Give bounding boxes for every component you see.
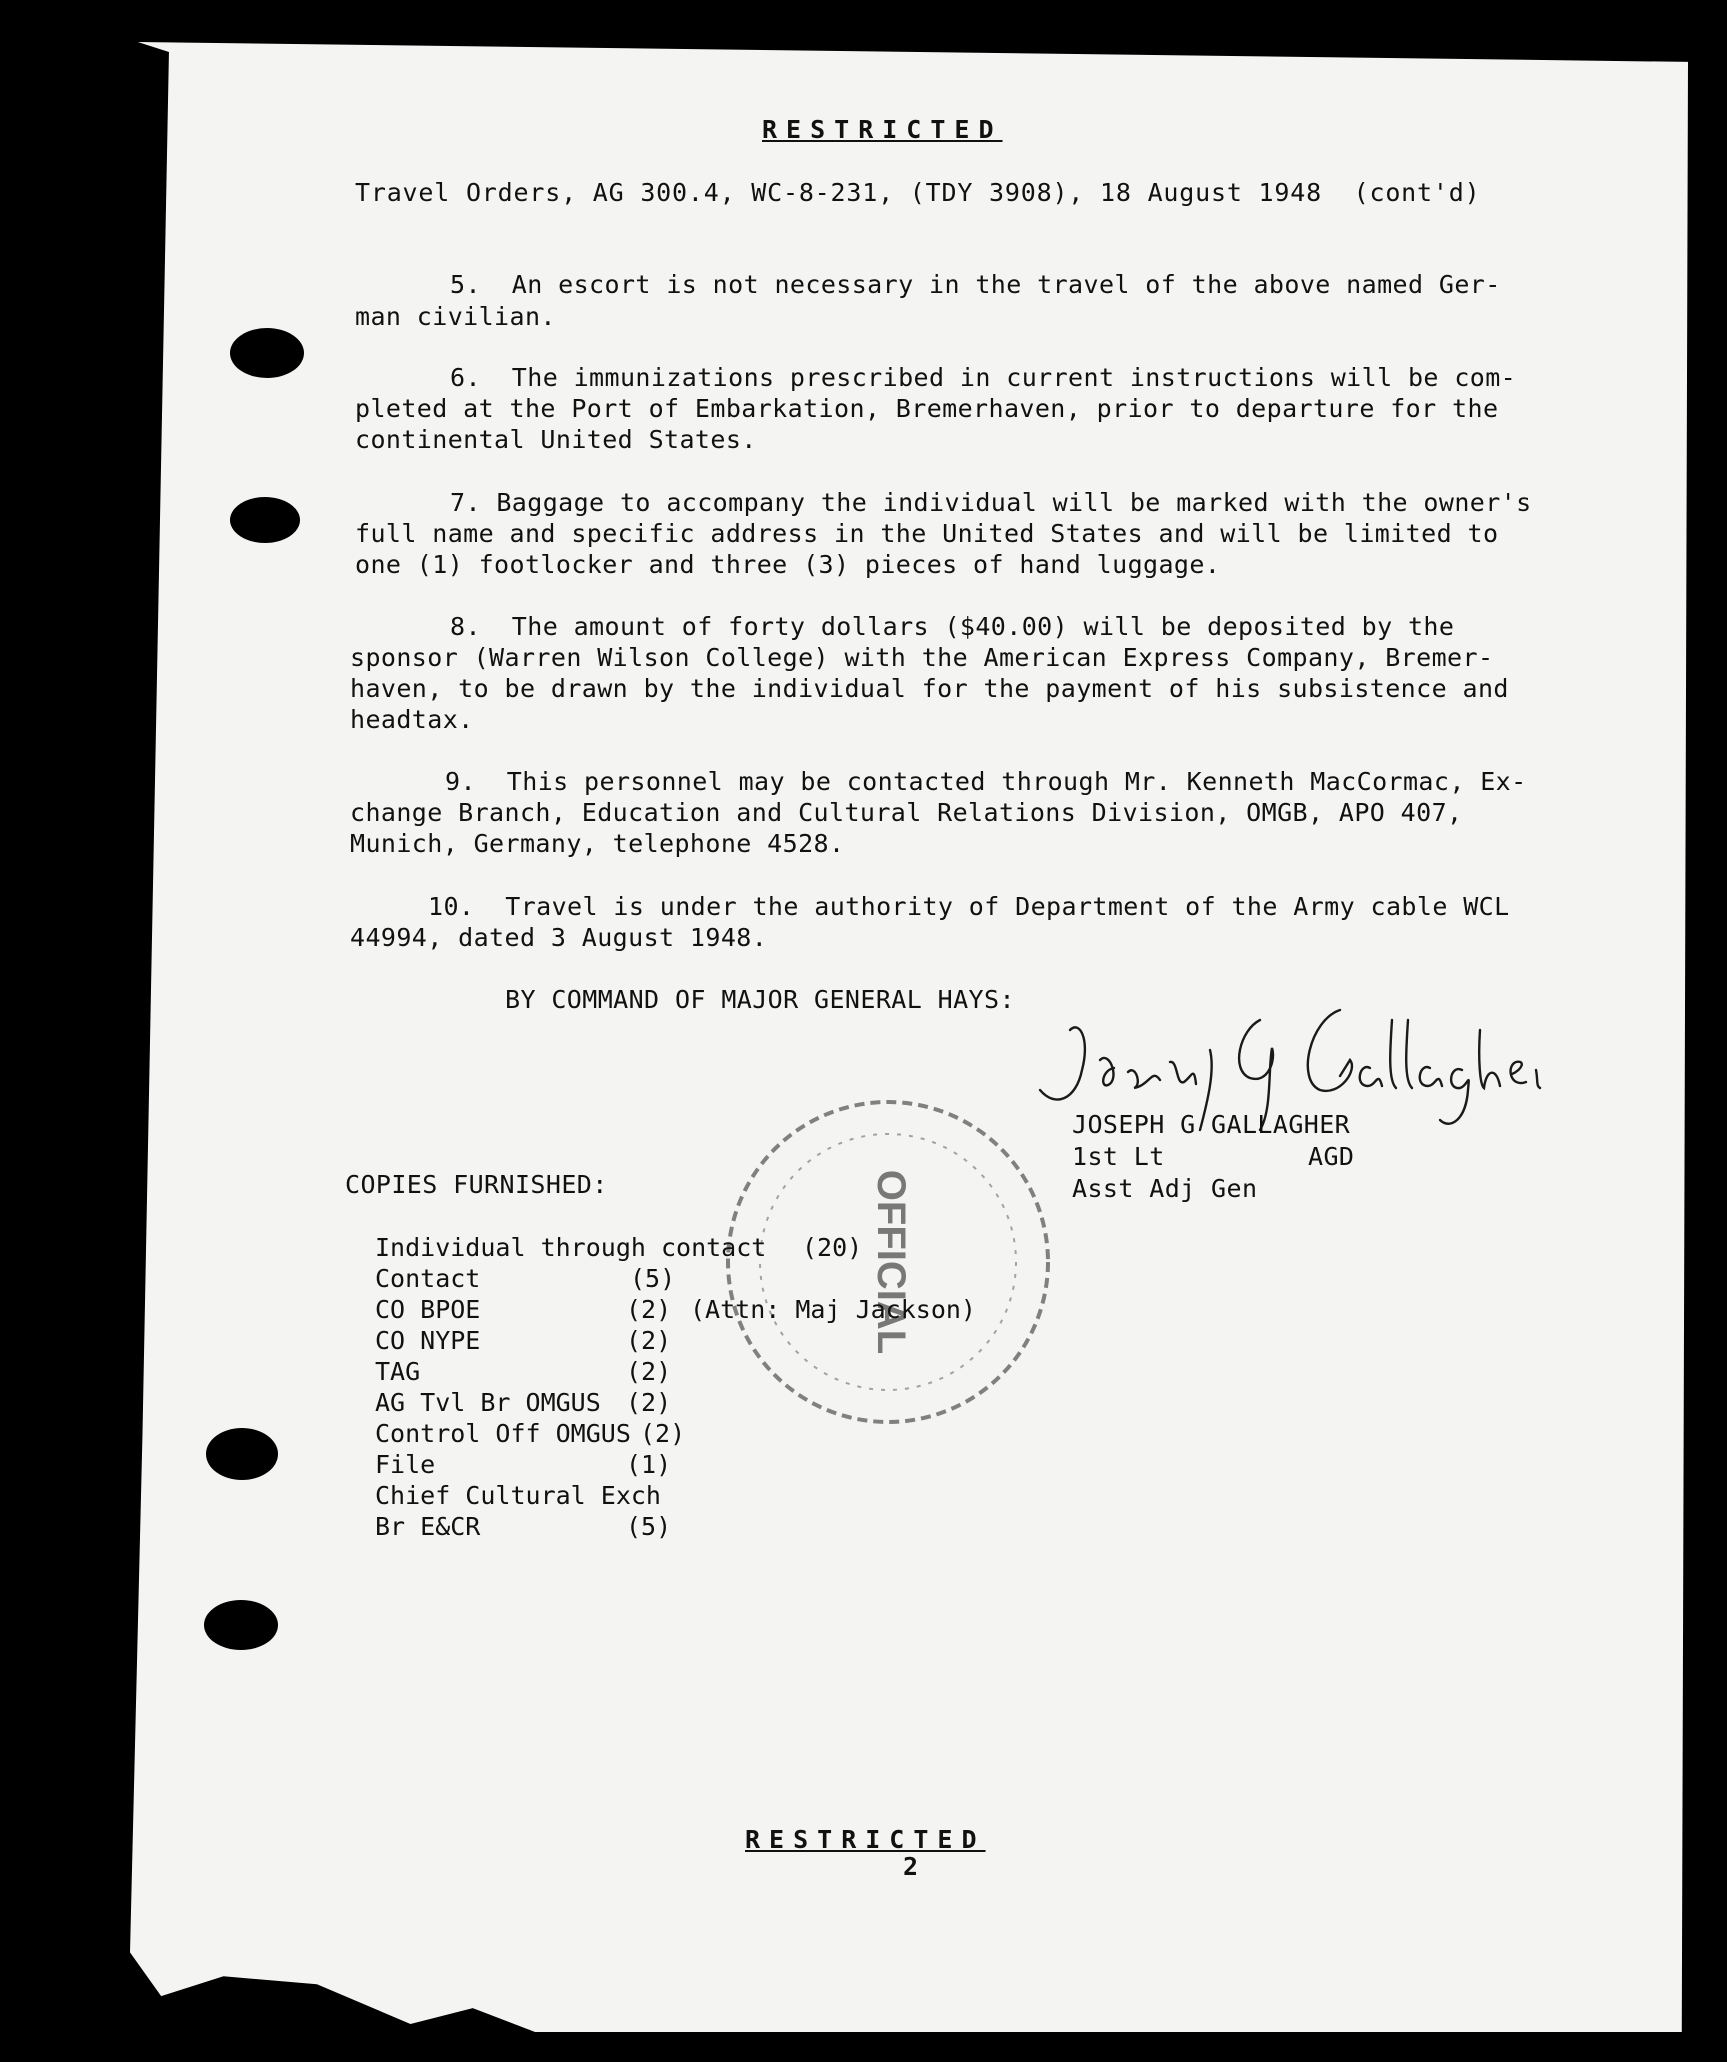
paragraph-line: full name and specific address in the United States and will be limited to bbox=[355, 519, 1499, 548]
copy-recipient: CO BPOE bbox=[375, 1295, 481, 1324]
paragraph-line: 7. Baggage to accompany the individual will be marked with the owner's bbox=[450, 488, 1532, 517]
copy-count: (5) bbox=[626, 1512, 672, 1541]
paragraph-line: change Branch, Education and Cultural Relations Division, OMGB, APO 407, bbox=[350, 798, 1463, 827]
paragraph-line: 8. The amount of forty dollars ($40.00) will be deposited by the bbox=[450, 612, 1455, 641]
paragraph-line: pleted at the Port of Embarkation, Bremerhaven, prior to departure for the bbox=[355, 394, 1499, 423]
paragraph-line: Munich, Germany, telephone 4528. bbox=[350, 829, 845, 858]
command-line: BY COMMAND OF MAJOR GENERAL HAYS: bbox=[505, 985, 1015, 1014]
copy-recipient: AG Tvl Br OMGUS bbox=[375, 1388, 601, 1417]
copy-recipient: Br E&CR bbox=[375, 1512, 481, 1541]
copy-count: (2) bbox=[626, 1326, 672, 1355]
copy-recipient: File bbox=[375, 1450, 436, 1479]
copy-count: (20) bbox=[802, 1233, 863, 1262]
paragraph-line: sponsor (Warren Wilson College) with the American Express Company, Bremer- bbox=[350, 643, 1494, 672]
copy-count: (1) bbox=[626, 1450, 672, 1479]
paragraph-line: 44994, dated 3 August 1948. bbox=[350, 923, 768, 952]
copies-heading: COPIES FURNISHED: bbox=[345, 1170, 608, 1199]
copy-count: (2) bbox=[626, 1357, 672, 1386]
copy-count: (2) bbox=[626, 1388, 672, 1417]
paragraph-line: headtax. bbox=[350, 705, 474, 734]
stamp-text: OFFICIAL bbox=[869, 1169, 913, 1355]
copy-recipient: Contact bbox=[375, 1264, 481, 1293]
copy-recipient: Control Off OMGUS bbox=[375, 1419, 631, 1448]
classification-footer: RESTRICTED bbox=[745, 1825, 986, 1854]
copy-recipient: Individual through contact bbox=[375, 1233, 767, 1262]
punch-hole bbox=[230, 328, 304, 378]
paragraph-line: man civilian. bbox=[355, 302, 556, 331]
paragraph-line: 6. The immunizations prescribed in current instructions will be com- bbox=[450, 363, 1517, 392]
official-stamp bbox=[718, 1092, 1058, 1432]
paragraph-line: haven, to be drawn by the individual for the payment of his subsistence and bbox=[350, 674, 1509, 703]
copy-note: (Attn: Maj Jackson) bbox=[690, 1295, 976, 1324]
punch-hole bbox=[206, 1428, 278, 1480]
paragraph-line: 9. This personnel may be contacted through Mr. Kenneth MacCormac, Ex- bbox=[445, 767, 1527, 796]
paragraph-line: one (1) footlocker and three (3) pieces of hand luggage. bbox=[355, 550, 1221, 579]
copy-count: (5) bbox=[630, 1264, 676, 1293]
classification-header: RESTRICTED bbox=[762, 115, 1003, 144]
copy-recipient: CO NYPE bbox=[375, 1326, 481, 1355]
paragraph-line: continental United States. bbox=[355, 425, 757, 454]
copy-recipient: Chief Cultural Exch bbox=[375, 1481, 661, 1510]
punch-hole bbox=[204, 1600, 278, 1650]
copy-count: (2) bbox=[640, 1419, 686, 1448]
signer-name: JOSEPH G GALLAGHER bbox=[1072, 1110, 1351, 1139]
paragraph-line: 10. Travel is under the authority of Department of the Army cable WCL bbox=[428, 892, 1510, 921]
punch-hole bbox=[230, 497, 300, 543]
page-number: 2 bbox=[903, 1852, 919, 1881]
paragraph-line: 5. An escort is not necessary in the travel of the above named Ger- bbox=[450, 270, 1501, 299]
signer-rank: 1st Lt bbox=[1072, 1142, 1165, 1171]
order-reference: Travel Orders, AG 300.4, WC-8-231, (TDY 3908), 18 August 1948 (cont'd) bbox=[355, 178, 1481, 207]
signer-branch: AGD bbox=[1308, 1142, 1355, 1171]
copy-count: (2) bbox=[626, 1295, 672, 1324]
signer-title: Asst Adj Gen bbox=[1072, 1174, 1258, 1203]
copy-recipient: TAG bbox=[375, 1357, 421, 1386]
